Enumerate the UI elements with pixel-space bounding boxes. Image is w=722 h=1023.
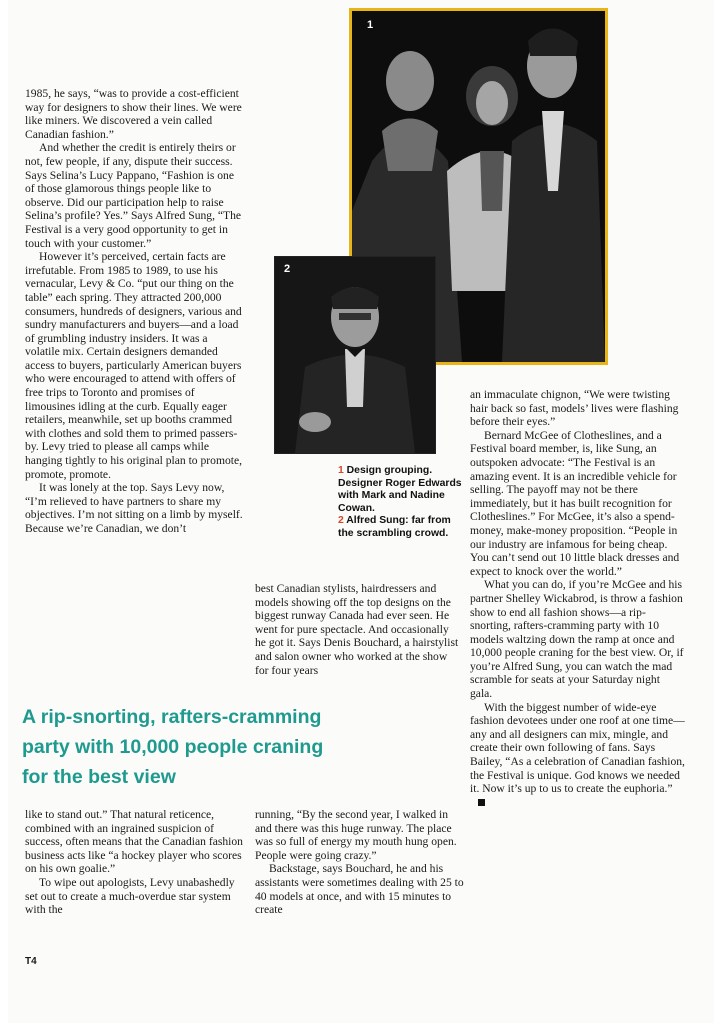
article-column-1 <box>25 87 245 536</box>
caption-2-text: Alfred Sung: far from the scrambling crowd. <box>338 515 451 539</box>
photo-2-image <box>275 257 435 453</box>
photo-2-number: 2 <box>284 263 291 275</box>
paragraph: However it’s perceived, certain facts are irrefutable. From 1985 to 1989, to use his vernacular, Levy & Co. “put our thing on the table” each spring. They attracted 200,000 consumers, hundreds of designers, various and sundry manufacturers and buyers—and a load of grumbling industry insiders. It was a volatile mix. Certain designers demanded access to buyers, particularly American buyers who were encouraged to attend with offers of free trips to Toronto and promises of limousines idling at the curb. Equally eager retailers, meanwhile, set up booths crammed with clothes and sold them to primed passers-by. Levy tried to please all camps while hanging tightly to his original plan to promote, promote, promote. <box>25 250 243 481</box>
photo-alfred-sung <box>274 256 436 454</box>
pull-quote-line: A rip-snorting, rafters-cramming <box>22 706 322 728</box>
article-column-2-bottom <box>255 808 465 917</box>
pull-quote-line: party with 10,000 people craning <box>22 736 324 758</box>
paragraph: Bernard McGee of Clotheslines, and a Festival board member, is, like Sung, an outspoken advocate: “The Festival is an amazing event. It is an incredible vehicle for selling. The payoff may not be there immediately, but it has built recognition for Clotheslines.” For McGee, it’s also a spend-money, make-money proposition. “People in our industry are infamous for being cheap. You can’t send out 10 little black dresses and expect to knock over the world.” <box>470 428 680 578</box>
paragraph: best Canadian stylists, hairdressers and models showing off the top designs on the biggest runway Canada had ever seen. He went for pure spectacle. And occasionally he got it. Says Denis Bouchard, a hairstylist and salon owner who worked at the show for four years <box>255 582 459 677</box>
photo-1-number: 1 <box>367 19 374 31</box>
photo-caption <box>338 465 463 541</box>
end-mark-icon <box>478 799 485 806</box>
paragraph: What you can do, if you’re McGee and his partner Shelley Wickabrod, is throw a fashion show to end all fashion shows—a rip-snorting, rafters-cramming party with 10 models waltzing down the ramp at once and 10,000 people craning for the best view. Or, if you’re Alfred Sung, you can watch the mad scramble for seats at your Saturday night gala. <box>470 578 684 701</box>
caption-2-number: 2 <box>338 515 344 527</box>
paragraph <box>470 701 685 810</box>
paragraph: And whether the credit is entirely theirs or not, few people, if any, dispute their success. Says Selina’s Lucy Pappano, “Fashion is one of those glamorous things people like to observe. Did our participation help to raise Selina’s profile? Yes.” Says Alfred Sung, “The Festival is a very good opportunity to get in touch with your customer.” <box>25 141 242 250</box>
paragraph: It was lonely at the top. Says Levy now, “I’m relieved to have partners to share my objectives. I’m not sitting on a limb by myself. Because we’re Canadian, we don’t <box>25 481 243 535</box>
caption-2 <box>338 515 463 540</box>
caption-1-number: 1 <box>338 465 344 476</box>
paragraph: Backstage, says Bouchard, he and his assistants were sometimes dealing with 25 to 40 models at once, and with 15 minutes to create <box>255 862 464 917</box>
paragraph: running, “By the second year, I walked in and there was this huge runway. The place was so full of energy my mouth hung open. People were going crazy.” <box>255 808 457 862</box>
paragraph-text: With the biggest number of wide-eye fashion devotees under one roof at one time—any and all designers can mix, mingle, and create their own following of fans. Says Bailey, “As a celebration of Canadian fashion, the Festival is unique. God knows we needed it. Now it’s up to us to create the euphoria.” <box>470 700 685 796</box>
caption-1 <box>338 465 463 515</box>
caption-1-text: Design grouping. Designer Roger Edwards with Mark and Nadine Cowan. <box>338 465 462 514</box>
page-number: T4 <box>25 956 37 967</box>
article-column-2 <box>255 582 460 677</box>
pull-quote <box>22 702 442 792</box>
article-column-3 <box>470 388 685 809</box>
article-column-1-bottom <box>25 808 247 917</box>
paragraph: To wipe out apologists, Levy unabashedly set out to create a much-overdue star system with the <box>25 875 235 917</box>
pull-quote-line: for the best view <box>22 766 176 788</box>
paragraph: an immaculate chignon, “We were twisting hair back so fast, models’ lives were flashing before their eyes.” <box>470 388 679 429</box>
paragraph: like to stand out.” That natural reticence, combined with an ingrained suspicion of success, often means that the Canadian fashion business acts like “a hockey player who scores on his own goalie.” <box>25 808 243 876</box>
paragraph: 1985, he says, “was to provide a cost-efficient way for designers to show their lines. We were like miners. We discovered a vein called Canadian fashion.” <box>25 87 242 141</box>
